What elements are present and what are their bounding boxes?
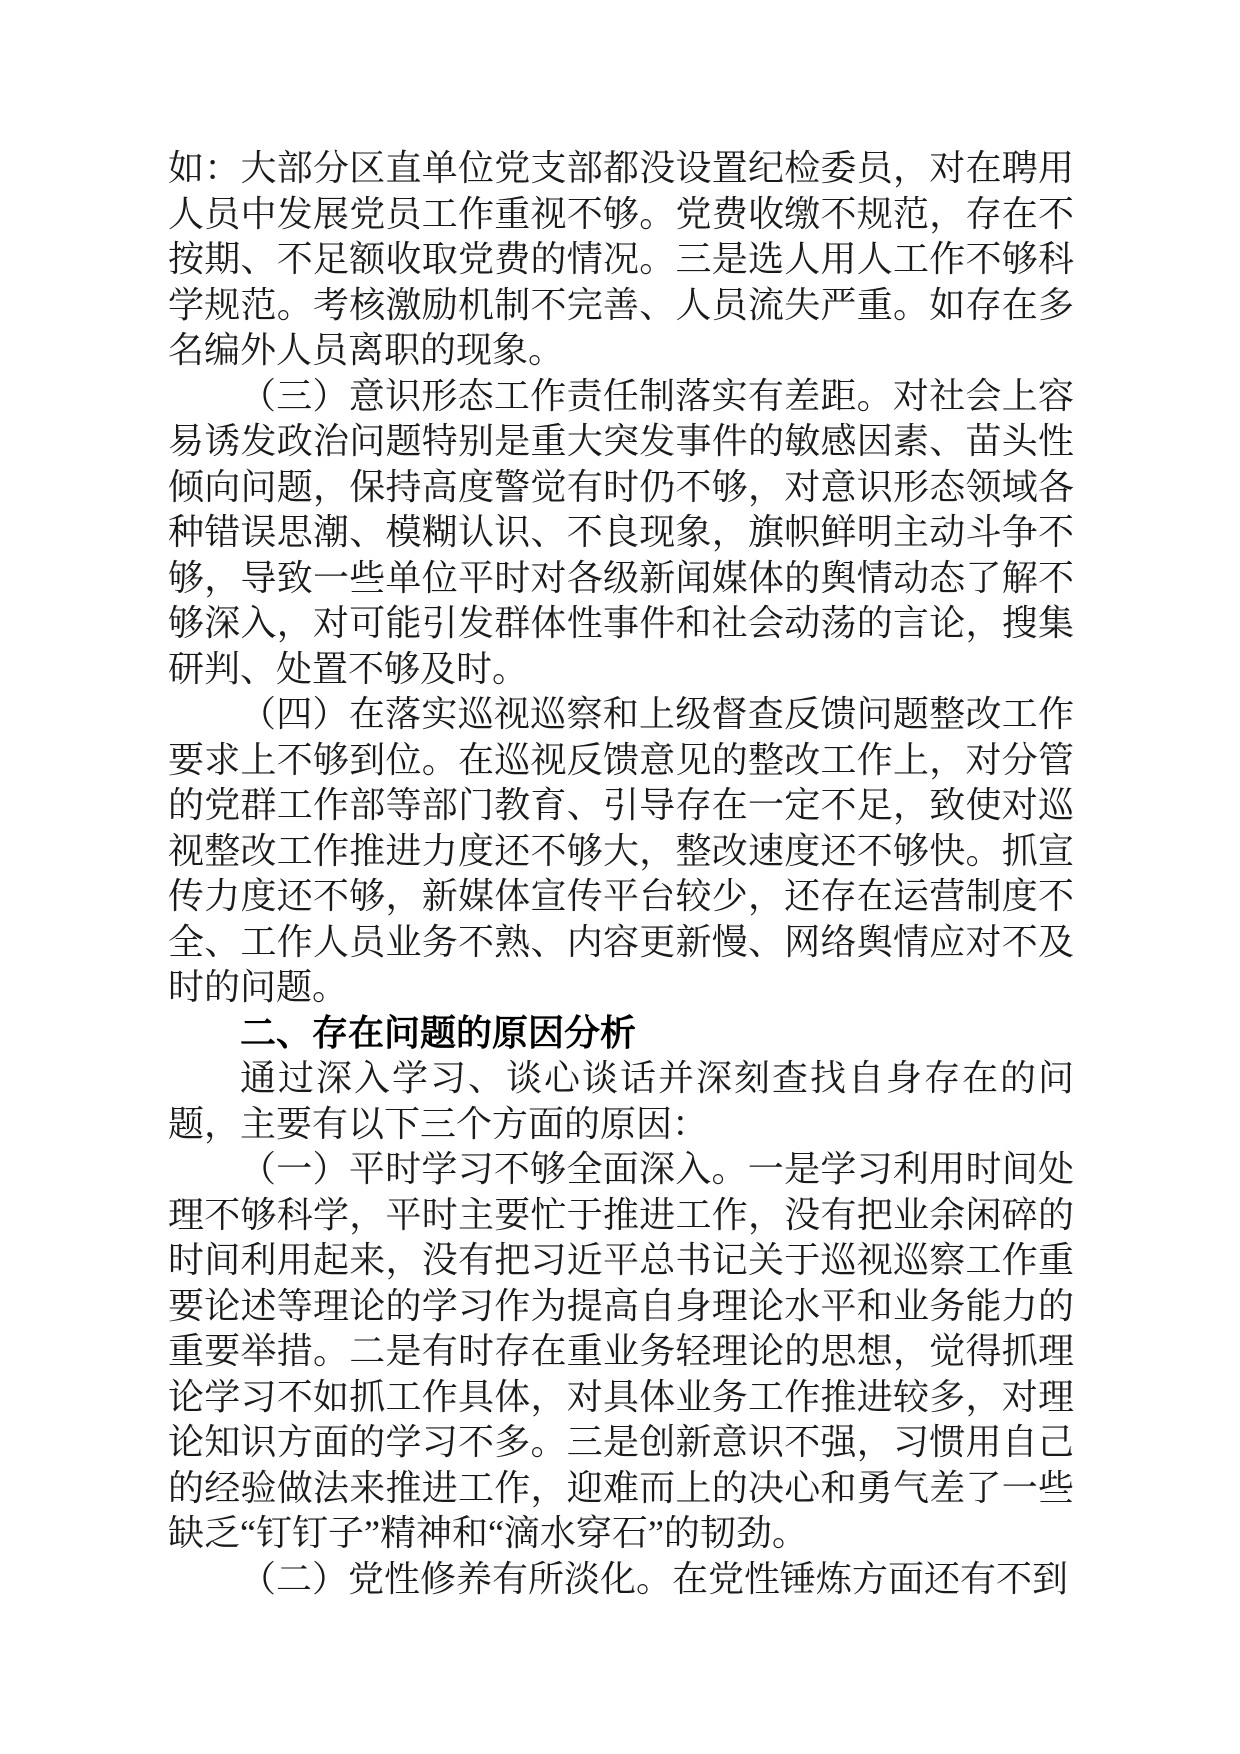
- document-body: [168, 146, 1074, 1602]
- heading-section-2-cause-analysis: 二、存在问题的原因分析: [240, 1012, 637, 1054]
- paragraph-item-3-ideology-responsibility: （三）意识形态工作责任制落实有差距。对社会上容易诱发政治问题特别是重大突发事件的敏感因素、苗头性倾向问题，保持高度警觉有时仍不够，对意识形态领域各种错误思潮、模糊认识、不良现象，旗帜鲜明主动斗争不够，导致一些单位平时对各级新闻媒体的舆情动态了解不够深入，对可能引发群体性事件和社会动荡的言论，搜集研判、处置不够及时。: [168, 375, 1074, 689]
- paragraph-continuation-party-building-examples: 如：大部分区直单位党支部都没设置纪检委员，对在聘用人员中发展党员工作重视不够。党费收缴不规范，存在不按期、不足额收取党费的情况。三是选人用人工作不够科学规范。考核激励机制不完善、人员流失严重。如存在多名编外人员离职的现象。: [168, 148, 1074, 370]
- paragraph-section-2-intro: 通过深入学习、谈心谈话并深刻查找自身存在的问题，主要有以下三个方面的原因：: [168, 1058, 1074, 1144]
- paragraph-cause-2-party-spirit-truncated: （二）党性修养有所淡化。在党性锤炼方面还有不到: [240, 1558, 1069, 1599]
- paragraph-item-4-inspection-rectification: （四）在落实巡视巡察和上级督查反馈问题整改工作要求上不够到位。在巡视反馈意见的整改工作上，对分管的党群工作部等部门教育、引导存在一定不足，致使对巡视整改工作推进力度还不够大，整改速度还不够快。抓宣传力度还不够，新媒体宣传平台较少，还存在运营制度不全、工作人员业务不熟、内容更新慢、网络舆情应对不及时的问题。: [168, 694, 1074, 1007]
- paragraph-cause-1-insufficient-study: （一）平时学习不够全面深入。一是学习利用时间处理不够科学，平时主要忙于推进工作，没有把业余闲碎的时间利用起来，没有把习近平总书记关于巡视巡察工作重要论述等理论的学习作为提高自身理论水平和业务能力的重要举措。二是有时存在重业务轻理论的思想，觉得抓理论学习不如抓工作具体，对具体业务工作推进较多，对理论知识方面的学习不多。三是创新意识不强，习惯用自己的经验做法来推进工作，迎难而上的决心和勇气差了一些缺乏“钉钉子”精神和“滴水穿石”的韧劲。: [168, 1149, 1074, 1553]
